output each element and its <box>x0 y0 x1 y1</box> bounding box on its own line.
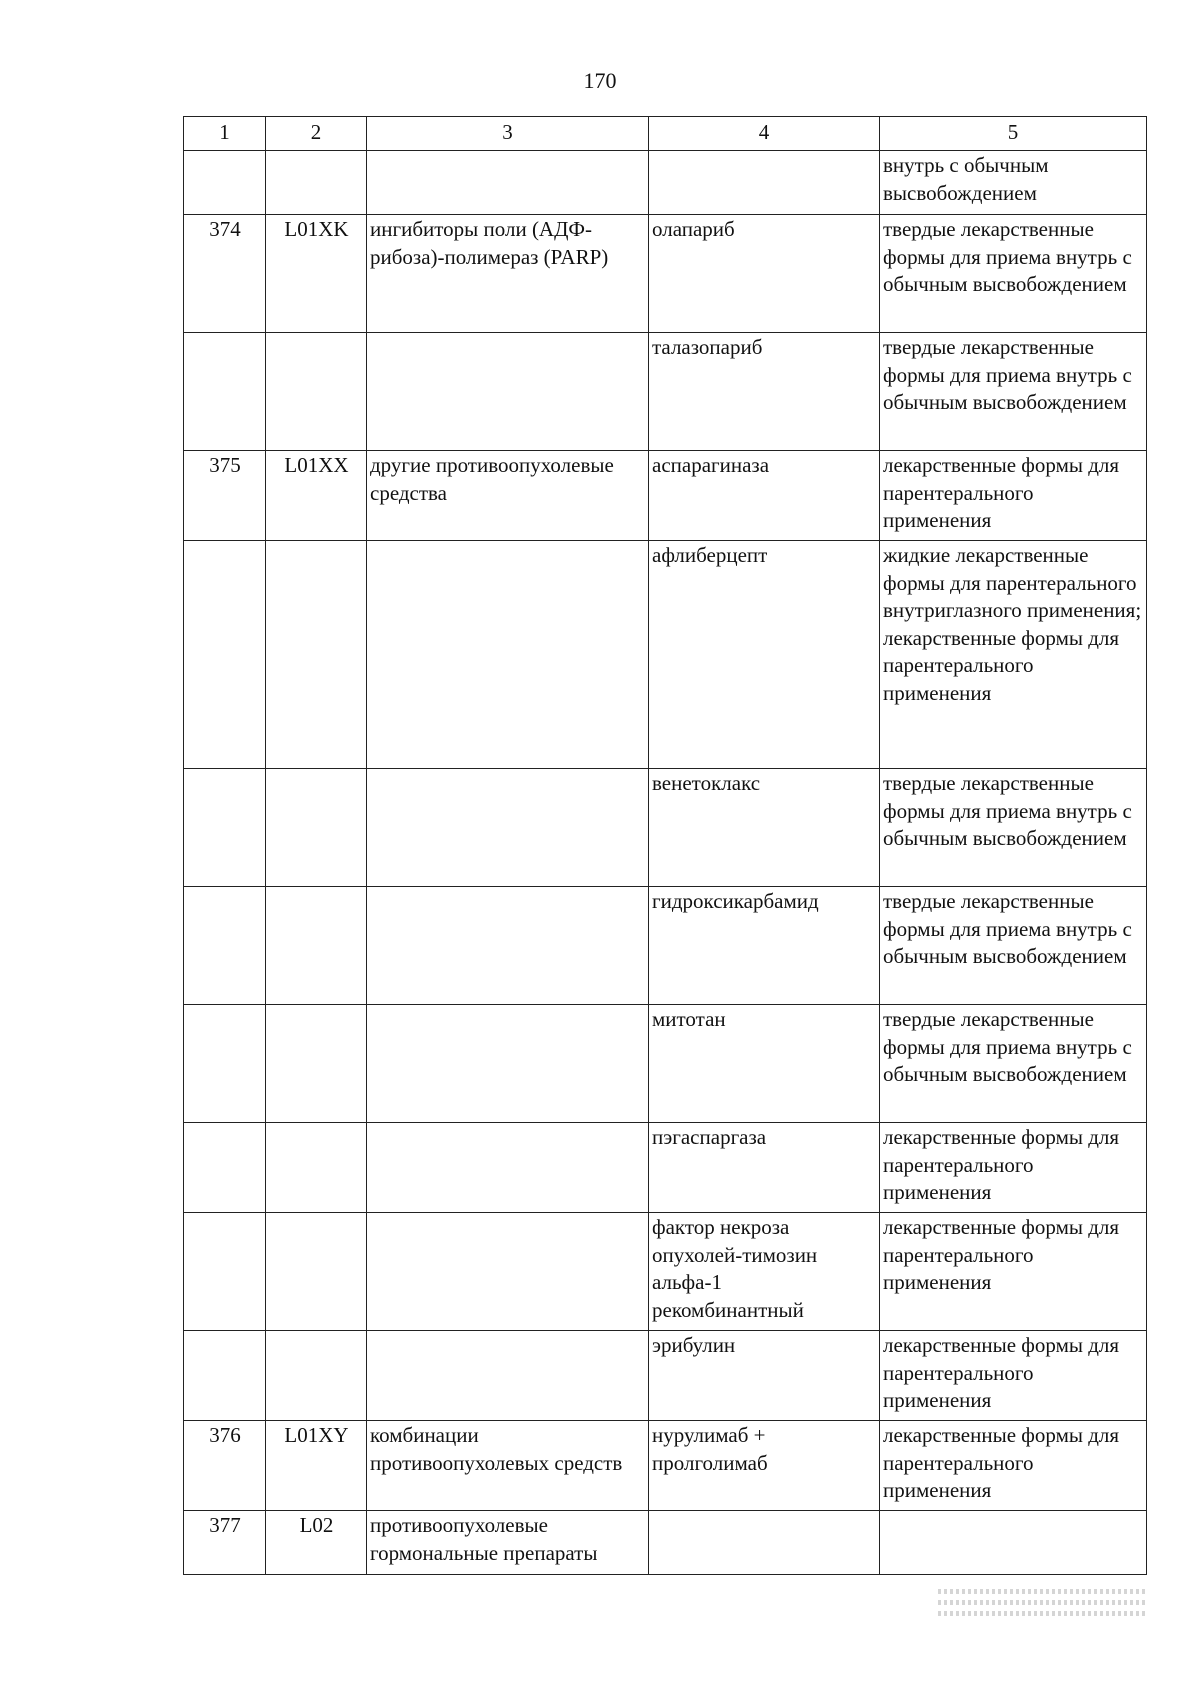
dosage-form-cell: жидкие лекарственные формы для парентерального внутриглазного применения; лекарственные формы для парентерального применения <box>880 541 1147 769</box>
drug-name-cell: аспарагиназа <box>649 451 880 541</box>
header-cell-5: 5 <box>880 117 1147 151</box>
atc-group-cell: противоопухолевые гормональные препараты <box>367 1511 649 1575</box>
drug-name-cell: гидроксикарбамид <box>649 887 880 1005</box>
table-row <box>184 769 1147 887</box>
atc-group-cell <box>367 1123 649 1213</box>
row-number-cell <box>184 1123 266 1213</box>
dosage-form-cell: твердые лекарственные формы для приема внутрь с обычным высвобождением <box>880 215 1147 333</box>
table-row <box>184 1421 1147 1511</box>
dosage-form-cell: твердые лекарственные формы для приема внутрь с обычным высвобождением <box>880 1005 1147 1123</box>
atc-group-cell <box>367 1213 649 1331</box>
faded-stamp <box>938 1583 1148 1633</box>
atc-code-cell: L01XX <box>266 451 367 541</box>
table-row <box>184 1213 1147 1331</box>
row-number-cell: 376 <box>184 1421 266 1511</box>
table-row <box>184 1005 1147 1123</box>
dosage-form-cell: лекарственные формы для парентерального применения <box>880 1421 1147 1511</box>
table-row <box>184 151 1147 215</box>
atc-group-cell <box>367 333 649 451</box>
drug-name-cell: венетоклакс <box>649 769 880 887</box>
atc-code-cell: L01XK <box>266 215 367 333</box>
dosage-form-cell: лекарственные формы для парентерального применения <box>880 1331 1147 1421</box>
row-number-cell <box>184 887 266 1005</box>
table-row <box>184 1331 1147 1421</box>
atc-group-cell <box>367 151 649 215</box>
dosage-form-cell <box>880 1511 1147 1575</box>
atc-group-cell <box>367 769 649 887</box>
atc-code-cell <box>266 769 367 887</box>
atc-group-cell <box>367 1005 649 1123</box>
table-row <box>184 541 1147 769</box>
atc-code-cell: L02 <box>266 1511 367 1575</box>
atc-code-cell: L01XY <box>266 1421 367 1511</box>
atc-code-cell <box>266 333 367 451</box>
drug-name-cell: фактор некроза опухолей-тимозин альфа-1 рекомбинантный <box>649 1213 880 1331</box>
header-cell-1: 1 <box>184 117 266 151</box>
dosage-form-cell: лекарственные формы для парентерального применения <box>880 1213 1147 1331</box>
table-row <box>184 215 1147 333</box>
dosage-form-cell: внутрь с обычным высвобождением <box>880 151 1147 215</box>
drug-table <box>183 116 1147 1575</box>
atc-group-cell: комбинации противоопухолевых средств <box>367 1421 649 1511</box>
atc-group-cell <box>367 1331 649 1421</box>
row-number-cell <box>184 333 266 451</box>
row-number-cell: 377 <box>184 1511 266 1575</box>
atc-group-cell <box>367 541 649 769</box>
atc-code-cell <box>266 151 367 215</box>
atc-code-cell <box>266 541 367 769</box>
header-cell-3: 3 <box>367 117 649 151</box>
table-row <box>184 1511 1147 1575</box>
dosage-form-cell: лекарственные формы для парентерального применения <box>880 1123 1147 1213</box>
drug-name-cell <box>649 1511 880 1575</box>
drug-name-cell: пэгаспаргаза <box>649 1123 880 1213</box>
dosage-form-cell: лекарственные формы для парентерального применения <box>880 451 1147 541</box>
drug-name-cell: нурулимаб + пролголимаб <box>649 1421 880 1511</box>
row-number-cell <box>184 1213 266 1331</box>
dosage-form-cell: твердые лекарственные формы для приема внутрь с обычным высвобождением <box>880 887 1147 1005</box>
table-row <box>184 333 1147 451</box>
atc-code-cell <box>266 1005 367 1123</box>
atc-code-cell <box>266 1123 367 1213</box>
table-row <box>184 887 1147 1005</box>
row-number-cell: 374 <box>184 215 266 333</box>
dosage-form-cell: твердые лекарственные формы для приема внутрь с обычным высвобождением <box>880 769 1147 887</box>
table-header-row <box>184 117 1147 151</box>
header-cell-4: 4 <box>649 117 880 151</box>
row-number-cell <box>184 151 266 215</box>
atc-code-cell <box>266 1331 367 1421</box>
row-number-cell <box>184 1005 266 1123</box>
row-number-cell <box>184 769 266 887</box>
drug-name-cell: митотан <box>649 1005 880 1123</box>
atc-group-cell: другие противоопухолевые средства <box>367 451 649 541</box>
atc-group-cell: ингибиторы поли (АДФ-рибоза)-полимераз (PARP) <box>367 215 649 333</box>
row-number-cell <box>184 541 266 769</box>
atc-group-cell <box>367 887 649 1005</box>
drug-name-cell: талазопариб <box>649 333 880 451</box>
atc-code-cell <box>266 887 367 1005</box>
drug-name-cell: олапариб <box>649 215 880 333</box>
header-cell-2: 2 <box>266 117 367 151</box>
table-row <box>184 451 1147 541</box>
table-row <box>184 1123 1147 1213</box>
atc-code-cell <box>266 1213 367 1331</box>
dosage-form-cell: твердые лекарственные формы для приема внутрь с обычным высвобождением <box>880 333 1147 451</box>
row-number-cell <box>184 1331 266 1421</box>
page-number: 170 <box>583 68 617 93</box>
drug-name-cell <box>649 151 880 215</box>
row-number-cell: 375 <box>184 451 266 541</box>
drug-name-cell: эрибулин <box>649 1331 880 1421</box>
drug-name-cell: афлиберцепт <box>649 541 880 769</box>
